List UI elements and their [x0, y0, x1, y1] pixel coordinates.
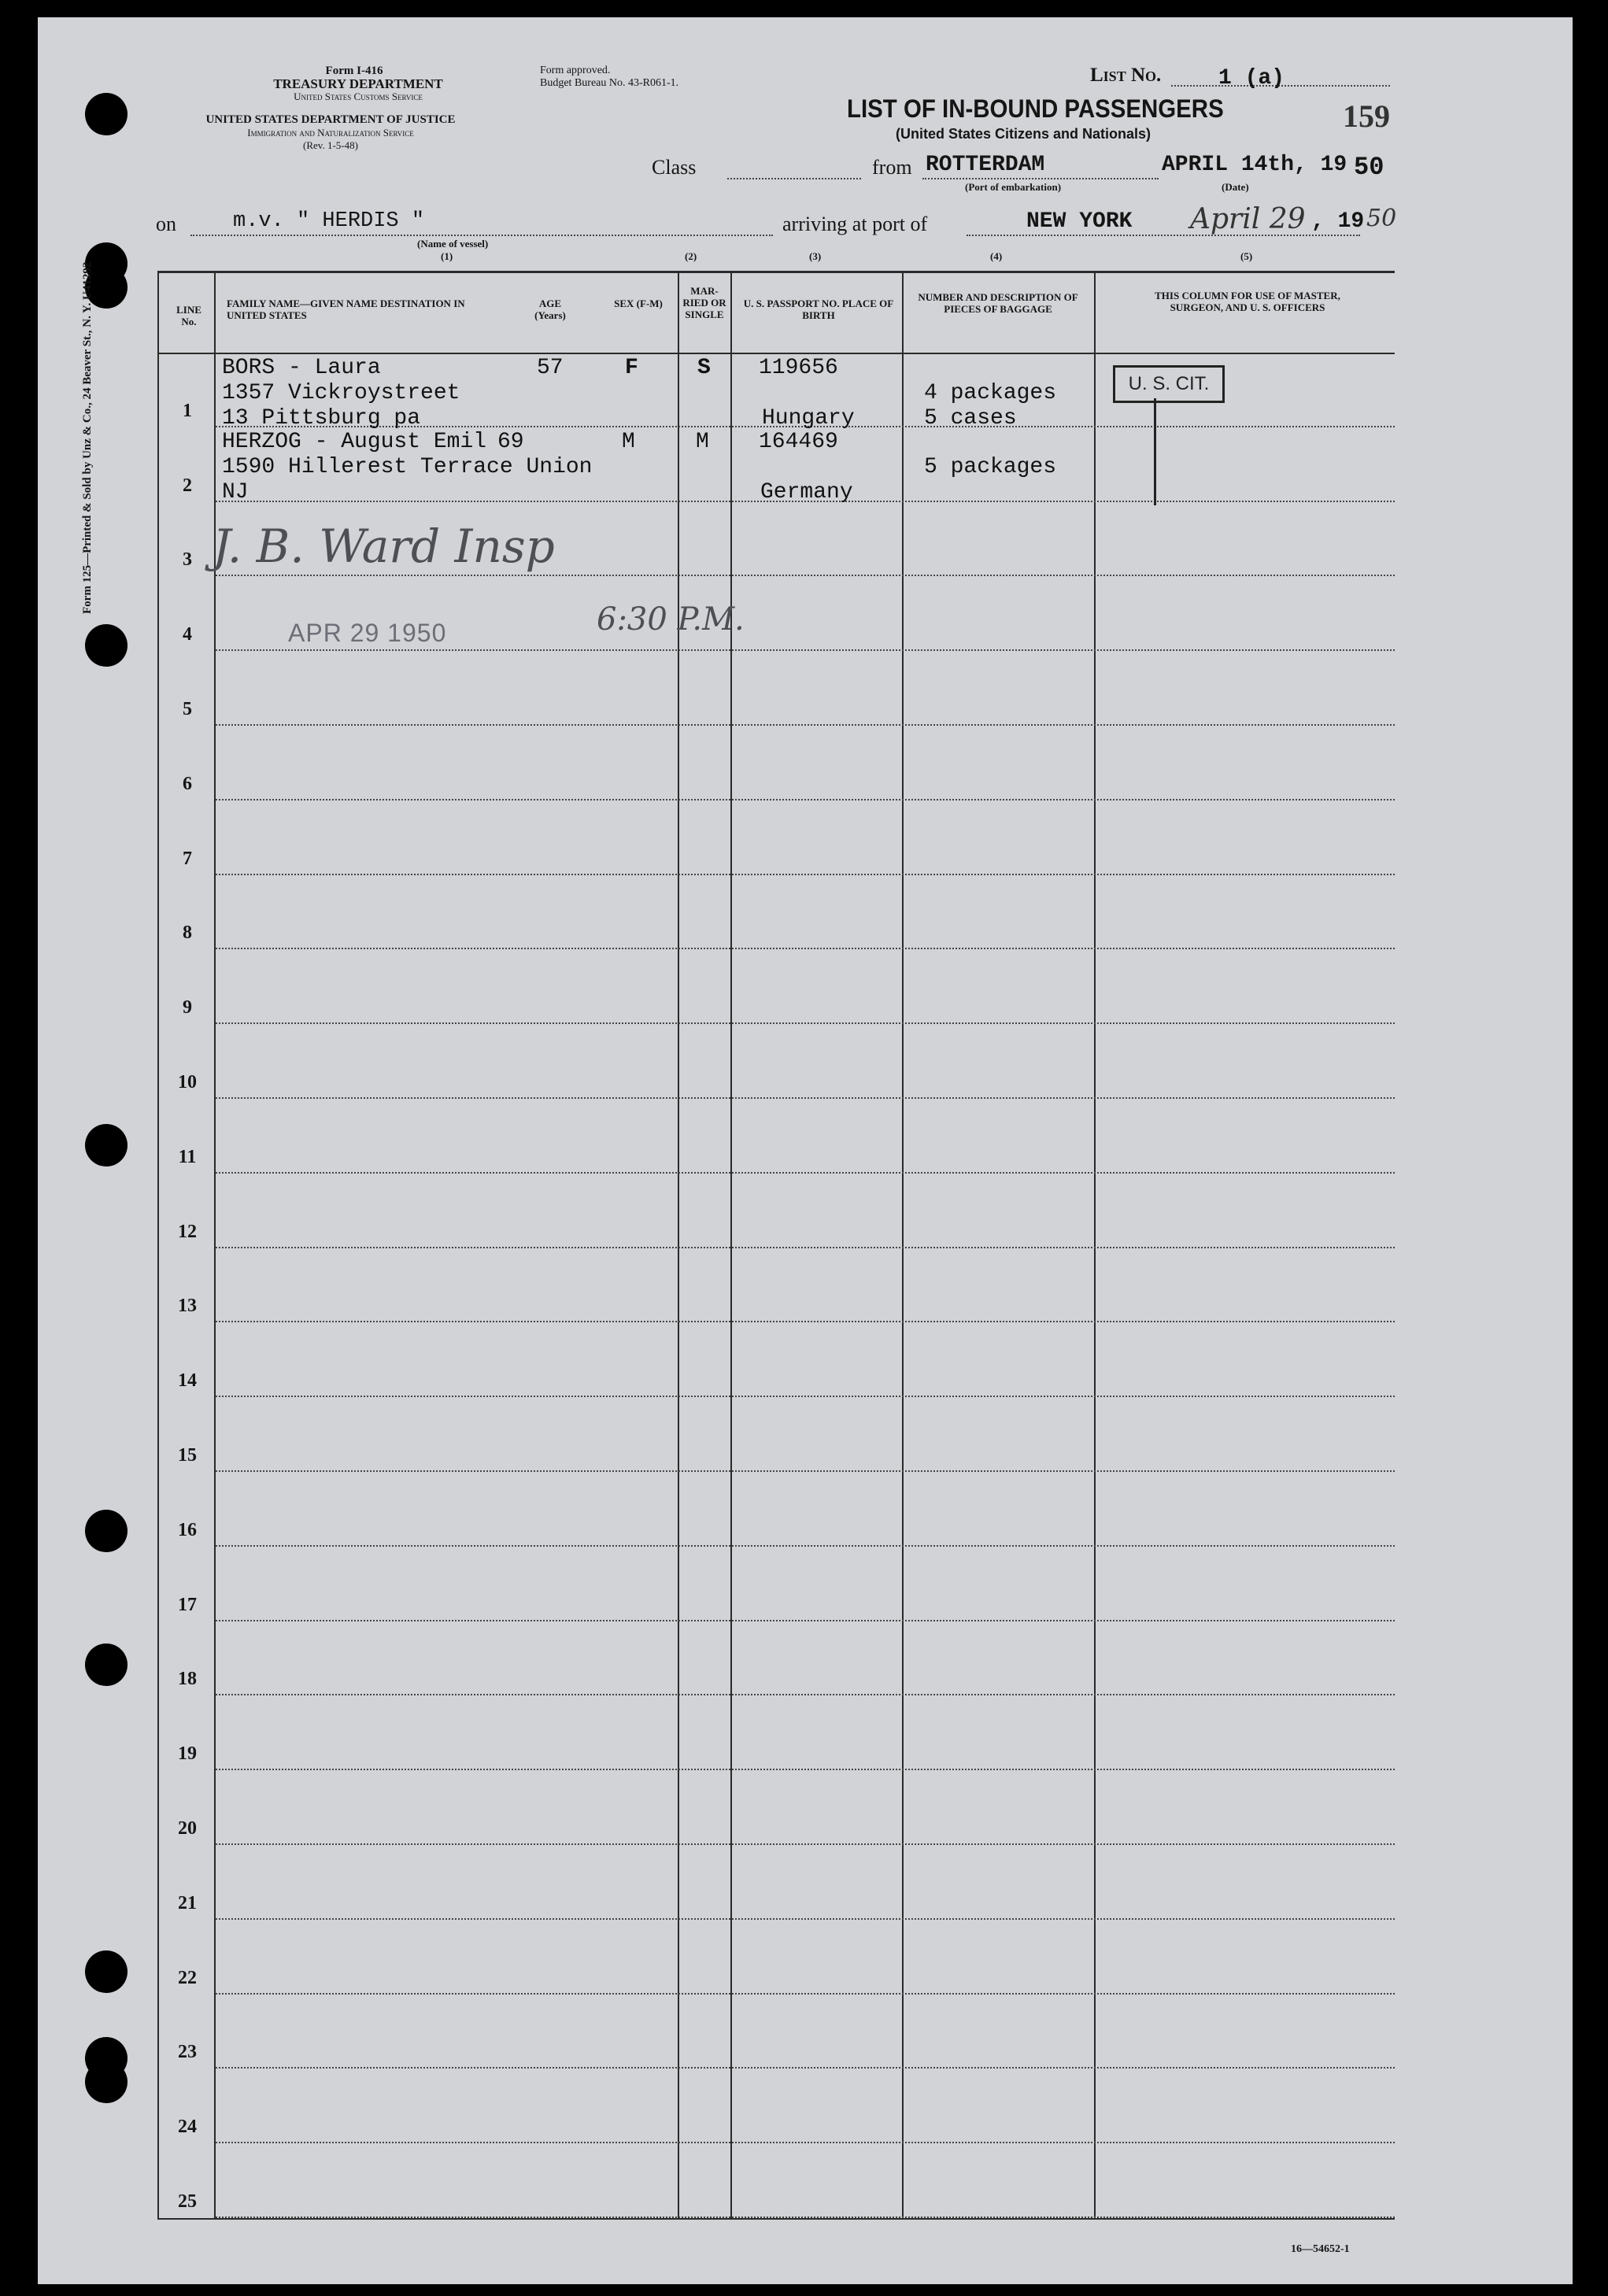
line-number: 4 — [183, 624, 192, 645]
row-rule — [216, 948, 1395, 949]
on-label: on — [156, 213, 176, 235]
passenger-2-status: M — [696, 430, 709, 454]
col-border — [678, 271, 679, 2220]
form-subtitle: (United States Citizens and Nationals) — [896, 126, 1151, 142]
row-rule — [216, 1843, 1395, 1845]
row-rule — [216, 2067, 1395, 2069]
punch-hole — [85, 1950, 128, 1993]
table-top-border — [157, 271, 1395, 273]
passenger-2-address: 1590 Hillerest Terrace Union — [222, 455, 593, 479]
line-number: 11 — [178, 1147, 197, 1167]
row-rule — [216, 2142, 1395, 2143]
col-header-sex: SEX (F-M) — [614, 298, 663, 309]
vessel-line — [190, 235, 773, 236]
row-rule — [216, 1247, 1395, 1248]
punch-hole — [85, 624, 128, 667]
passenger-1-sex: F — [625, 356, 638, 380]
passenger-2-birthplace: Germany — [760, 480, 853, 505]
punch-hole — [85, 1643, 128, 1686]
class-line — [727, 178, 861, 179]
row-rule — [216, 1470, 1395, 1472]
inspection-date-stamp: APR 29 1950 — [288, 619, 447, 647]
row-rule — [216, 575, 1395, 576]
row-rule — [216, 1396, 1395, 1397]
col-header-age: AGE (Years) — [534, 298, 566, 321]
line-number: 19 — [178, 1743, 197, 1764]
colnum-4: (4) — [990, 250, 1003, 262]
row-rule — [216, 1620, 1395, 1621]
col-header-officers: THIS COLUMN FOR USE OF MASTER, SURGEON, AND U. S. OFFICERS — [1155, 290, 1340, 313]
table-bottom-border — [157, 2218, 1395, 2220]
col-header-name: FAMILY NAME—GIVEN NAME DESTINATION IN UNITED STATES — [227, 298, 465, 321]
line-number: 24 — [178, 2117, 197, 2137]
line-number: 1 — [183, 401, 192, 421]
line-number: 18 — [178, 1669, 197, 1689]
passenger-1-baggage: 4 packages — [924, 381, 1057, 405]
passenger-2-baggage: 5 packages — [924, 455, 1057, 479]
row-rule — [216, 1993, 1395, 1995]
row-rule — [216, 799, 1395, 800]
row-rule — [216, 1918, 1395, 1920]
punch-hole — [85, 1510, 128, 1552]
inspector-signature: J. B. Ward Insp — [213, 519, 555, 573]
vessel-name: m.v. " HERDIS " — [233, 209, 425, 233]
line-number: 13 — [178, 1296, 197, 1316]
embark-year: 50 — [1354, 153, 1384, 182]
embark-date: APRIL 14th, 19 — [1162, 153, 1347, 177]
passenger-1-name: BORS - Laura — [222, 356, 381, 380]
line-number: 25 — [178, 2191, 197, 2212]
customs-service: United States Customs Service — [294, 91, 423, 102]
row-rule — [216, 1545, 1395, 1547]
arrival-year-prefix: , 19 — [1311, 209, 1365, 234]
punch-hole — [85, 2061, 128, 2103]
line-number: 3 — [183, 549, 192, 570]
row-rule — [216, 1172, 1395, 1174]
line-number: 23 — [178, 2042, 197, 2062]
line-number: 14 — [178, 1370, 197, 1391]
passenger-1-baggage-2: 5 cases — [924, 406, 1017, 431]
port-embark-caption: (Port of embarkation) — [965, 181, 1062, 193]
treasury-dept: TREASURY DEPARTMENT — [273, 76, 443, 91]
budget-bureau: Budget Bureau No. 43-R061-1. — [540, 77, 679, 89]
vessel-caption: (Name of vessel) — [417, 238, 489, 250]
ins-service: Immigration and Naturalization Service — [247, 127, 414, 139]
form-number: Form I-416 — [325, 65, 383, 77]
col-border — [902, 271, 904, 2220]
line-number: 20 — [178, 1818, 197, 1839]
passenger-1-birthplace: Hungary — [762, 406, 855, 431]
col-border — [157, 271, 159, 2220]
justice-dept: UNITED STATES DEPARTMENT OF JUSTICE — [205, 113, 456, 126]
row-rule — [216, 874, 1395, 875]
col-border — [1094, 271, 1096, 2220]
punch-hole — [85, 93, 128, 135]
row-rule — [216, 1694, 1395, 1695]
date-caption: (Date) — [1222, 181, 1249, 193]
port-embark-line — [922, 178, 1159, 179]
col-border — [730, 271, 732, 2220]
row-rule — [216, 649, 1395, 651]
passenger-1-age: 57 — [537, 356, 564, 380]
col-header-line: LINE No. — [176, 304, 201, 327]
colnum-3: (3) — [809, 250, 822, 262]
row-rule — [216, 2217, 1395, 2218]
line-number: 22 — [178, 1968, 197, 1988]
line-number: 21 — [178, 1893, 197, 1913]
col-header-baggage: NUMBER AND DESCRIPTION OF PIECES OF BAGGAGE — [918, 291, 1078, 315]
us-citizen-stamp: U. S. CIT. — [1113, 365, 1225, 403]
class-label: Class — [652, 156, 697, 179]
colnum-1: (1) — [441, 250, 453, 262]
inspection-time: 6:30 P.M. — [597, 601, 745, 638]
row-rule — [216, 724, 1395, 726]
line-number: 7 — [183, 849, 192, 869]
passenger-2-passport: 164469 — [759, 430, 838, 454]
line-number: 15 — [178, 1445, 197, 1466]
line-number: 9 — [183, 997, 192, 1018]
port-embark-value: ROTTERDAM — [926, 153, 1045, 177]
list-no-value: 1 (a) — [1218, 66, 1285, 91]
colnum-5: (5) — [1240, 250, 1253, 262]
from-label: from — [872, 156, 912, 179]
passenger-2-age: 69 — [497, 430, 524, 454]
arriving-label: arriving at port of — [782, 213, 928, 235]
row-rule — [216, 1097, 1395, 1099]
footer-code: 16—54652-1 — [1291, 2243, 1350, 2255]
line-number: 17 — [178, 1595, 197, 1615]
passenger-1-address: 1357 Vickroystreet — [222, 381, 460, 405]
table-header-border — [157, 353, 1395, 354]
page-number: 159 — [1343, 98, 1390, 134]
row-rule — [216, 1022, 1395, 1024]
stamp-bracket-line — [1154, 398, 1156, 505]
col-header-married: MAR-RIED OR SINGLE — [682, 285, 726, 320]
passenger-1-status: S — [697, 356, 711, 380]
printer-imprint: Form 125—Printed & Sold by Unz & Co., 24 Beaver St., N. Y. U41292 — [81, 261, 94, 614]
punch-hole — [85, 1124, 128, 1166]
line-number: 2 — [183, 475, 192, 496]
form-approved: Form approved. — [540, 65, 611, 76]
line-number: 16 — [178, 1520, 197, 1540]
revision: (Rev. 1-5-48) — [303, 139, 358, 151]
line-number: 6 — [183, 774, 192, 794]
passenger-2-sex: M — [622, 430, 635, 454]
passenger-2-state: NJ — [222, 480, 249, 505]
list-no-label: List No. — [1090, 65, 1162, 86]
form-title: LIST OF IN-BOUND PASSENGERS — [847, 94, 1224, 123]
line-number: 8 — [183, 922, 192, 943]
arrival-year-handwritten: 50 — [1366, 205, 1397, 232]
passenger-1-city: 13 Pittsburg pa — [222, 406, 421, 431]
line-number: 5 — [183, 699, 192, 719]
col-header-passport: U. S. PASSPORT NO. PLACE OF BIRTH — [743, 298, 894, 321]
line-number: 12 — [178, 1222, 197, 1242]
arrival-date-handwritten: April 29 — [1190, 203, 1306, 235]
line-number: 10 — [178, 1072, 197, 1093]
passenger-1-passport: 119656 — [759, 356, 838, 380]
row-rule — [216, 1769, 1395, 1770]
row-rule — [216, 1321, 1395, 1322]
passenger-2-name: HERZOG - August Emil — [222, 430, 487, 454]
colnum-2: (2) — [685, 250, 697, 262]
arrival-port: NEW YORK — [1026, 209, 1133, 234]
